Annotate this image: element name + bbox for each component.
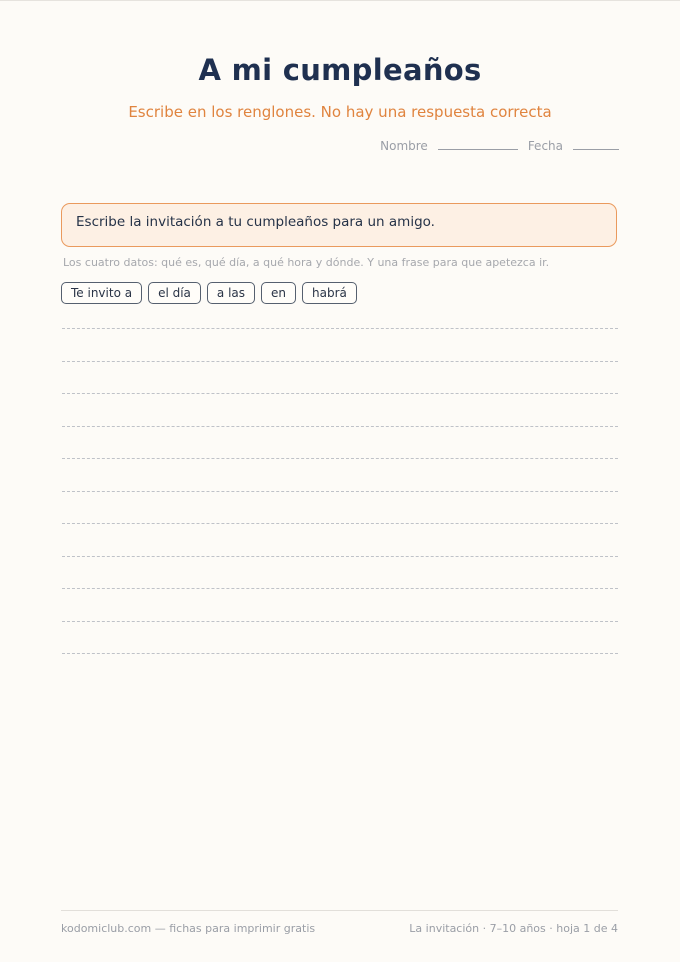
name-label: Nombre	[380, 139, 428, 153]
writing-line[interactable]	[62, 588, 618, 589]
word-chips	[61, 282, 357, 304]
date-line[interactable]	[573, 139, 619, 150]
writing-line[interactable]	[62, 556, 618, 557]
writing-line[interactable]	[62, 621, 618, 622]
writing-line[interactable]	[62, 328, 618, 329]
writing-line[interactable]	[62, 523, 618, 524]
page-title: A mi cumpleaños	[198, 53, 482, 87]
writing-line[interactable]	[62, 653, 618, 654]
writing-line[interactable]	[62, 426, 618, 427]
writing-line[interactable]	[62, 458, 618, 459]
date-label: Fecha	[527, 139, 563, 153]
name-line[interactable]	[438, 139, 518, 150]
word-chip: en	[261, 282, 296, 304]
page-subtitle: Escribe en los renglones. No hay una respuesta correcta	[128, 103, 552, 121]
task-hint: Los cuatro datos: qué es, qué día, a qué hora y dónde. Y una frase para que apetezca ir.	[63, 256, 550, 269]
writing-line[interactable]	[62, 361, 618, 362]
footer-left: kodomiclub.com — fichas para imprimir gratis	[61, 922, 316, 935]
page-footer	[61, 910, 618, 935]
writing-lines[interactable]	[62, 328, 618, 686]
word-chip: Te invito a	[61, 282, 142, 304]
footer-right: La invitación · 7–10 años · hoja 1 de 4	[409, 922, 618, 935]
writing-line[interactable]	[62, 393, 618, 394]
word-chip: a las	[207, 282, 255, 304]
word-chip: el día	[148, 282, 201, 304]
writing-line[interactable]	[62, 491, 618, 492]
name-date-fields	[380, 139, 619, 153]
word-chip: habrá	[302, 282, 357, 304]
task-prompt-box: Escribe la invitación a tu cumpleaños para un amigo.	[61, 203, 617, 247]
